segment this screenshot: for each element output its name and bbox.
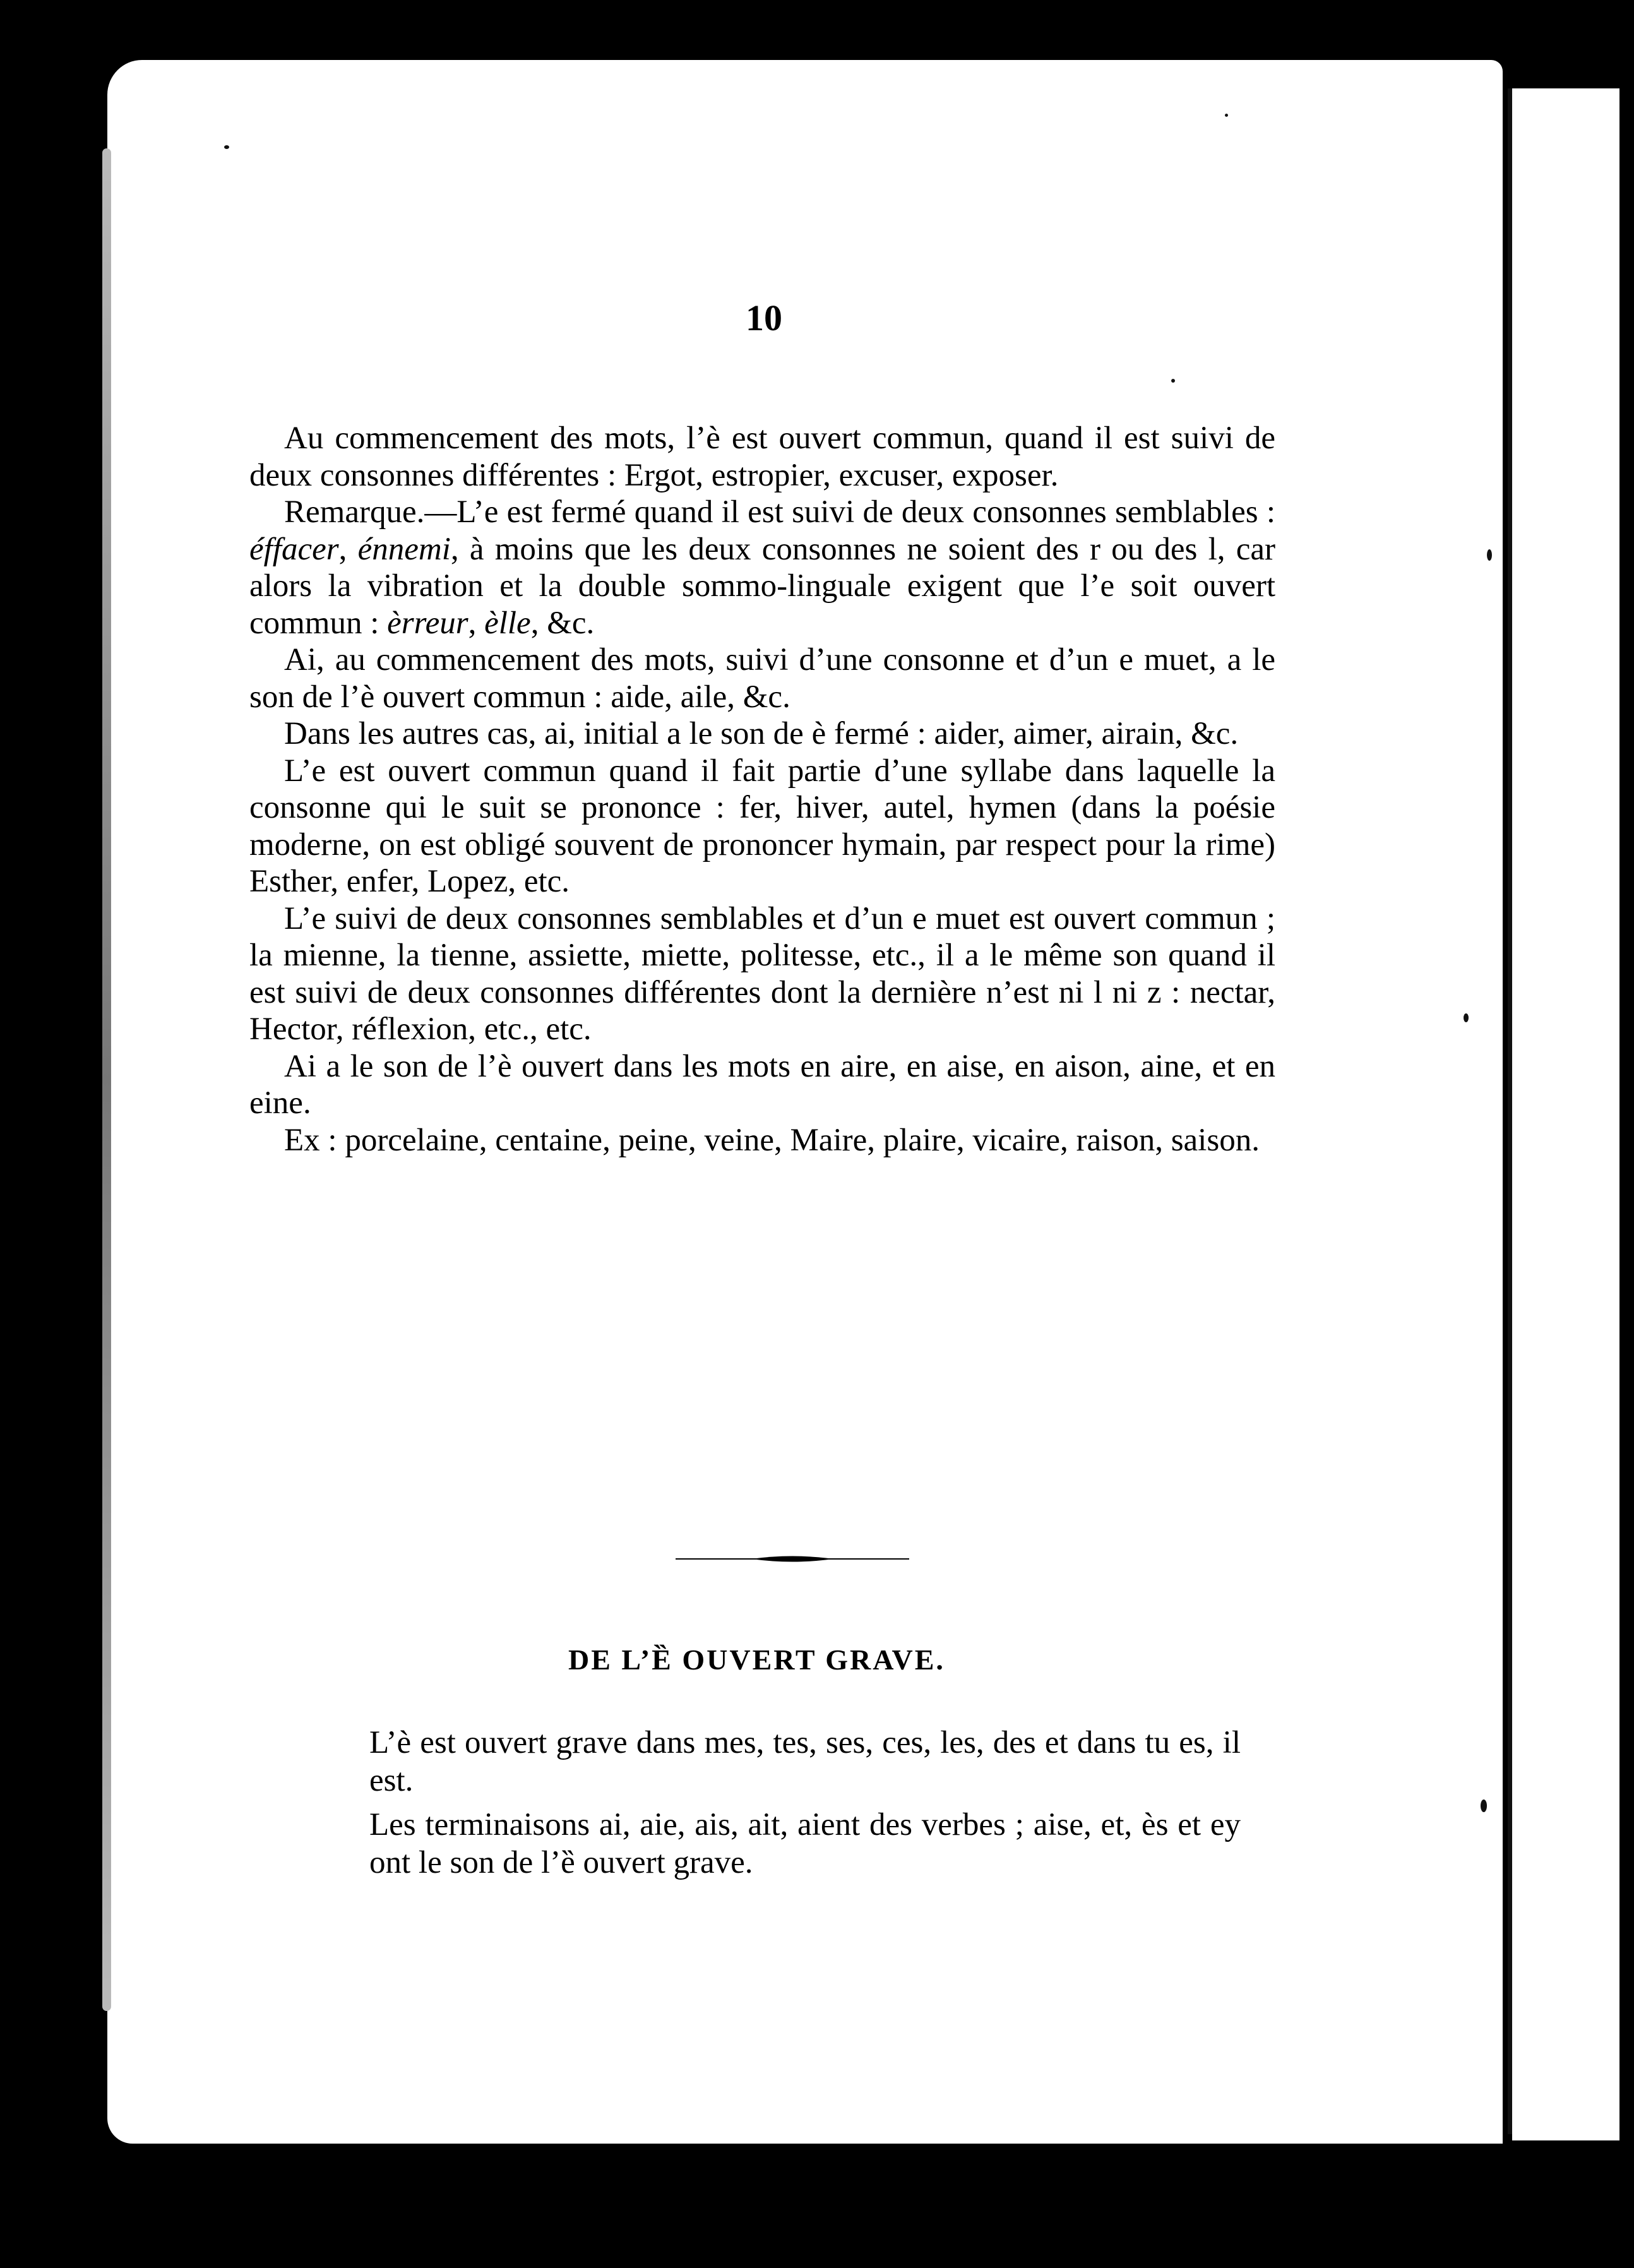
paragraph: L’è est ouvert grave dans mes, tes, ses, ces, les, des et dans tu es, il est.	[369, 1725, 1241, 1798]
text-run: ,	[468, 605, 485, 641]
paragraph	[249, 642, 1275, 715]
section-body-text	[369, 1724, 1241, 1882]
text-run: Ex : porcelaine, centaine, peine, veine, Maire, plaire, vicaire, raison, saison.	[284, 1122, 1260, 1158]
text-run: ,	[338, 531, 358, 567]
ink-speck	[1171, 379, 1175, 383]
paragraph	[249, 1122, 1275, 1159]
adjacent-page	[1512, 88, 1619, 2140]
page-number: 10	[746, 297, 782, 338]
section-heading: DE L’Ȅ OUVERT GRAVE.	[568, 1644, 945, 1676]
ink-speck	[224, 145, 229, 149]
paragraph: Les terminaisons ai, aie, ais, ait, aient des verbes ; aise, et, ès et ey ont le son de l’ȅ ouvert grave.	[369, 1807, 1241, 1880]
ink-speck	[1225, 114, 1228, 117]
ink-speck	[1464, 1013, 1469, 1022]
italic-word: éffacer	[249, 531, 339, 567]
text-run: Au commencement des mots, l’è est ouvert commun, quand il est suivi de deux consonnes différentes : Ergot, estropier, excuser, exposer.	[249, 421, 1275, 493]
italic-word: èrreur	[387, 605, 468, 641]
body-text	[249, 420, 1275, 1159]
text-run: , &c.	[530, 605, 595, 641]
paragraph	[249, 420, 1275, 494]
italic-word: énnemi	[357, 531, 451, 567]
text-run: Ai, au commencement des mots, suivi d’une consonne et d’un e muet, a le son de l’è ouvert commun : aide, aile, &c.	[249, 642, 1275, 715]
paragraph	[249, 900, 1275, 1048]
text-run: Dans les autres cas, ai, initial a le son de è fermé : aider, aimer, airain, &c.	[284, 716, 1239, 751]
ink-speck	[1487, 549, 1492, 561]
text-run: Ai a le son de l’è ouvert dans les mots en aire, en aise, en aison, aine, et en eine.	[249, 1048, 1275, 1121]
text-run: L’e suivi de deux consonnes semblables et d’un e muet est ouvert commun ; la mienne, la tienne, assiette, miette, politesse, etc., il a le même son quand il est suivi de deux consonnes différentes dont la dernière n’est ni l ni z : nectar, Hector, réflexion, etc., etc.	[249, 900, 1275, 1047]
paragraph	[249, 1048, 1275, 1122]
ornamental-rule	[676, 1555, 909, 1563]
text-run: L’e est ouvert commun quand il fait partie d’une syllabe dans laquelle la consonne qui le suit se prononce : fer, hiver, autel, hymen (dans la poésie moderne, on est obligé souvent de prononcer hymain, par respect pour la rime) Esther, enfer, Lopez, etc.	[249, 753, 1275, 899]
ink-speck	[1481, 1799, 1487, 1812]
text-run: Remarque.—L’e est fermé quand il est suivi de deux consonnes semblables :	[284, 494, 1275, 530]
paragraph	[249, 715, 1275, 753]
paragraph	[249, 753, 1275, 900]
italic-word: èlle	[484, 605, 531, 641]
paragraph	[249, 494, 1275, 642]
text-run: , à moins que les deux consonnes ne soient des r ou des l, car alors la vibration et la double sommo-linguale exigent que l’e soit ouvert commun :	[249, 531, 1276, 641]
